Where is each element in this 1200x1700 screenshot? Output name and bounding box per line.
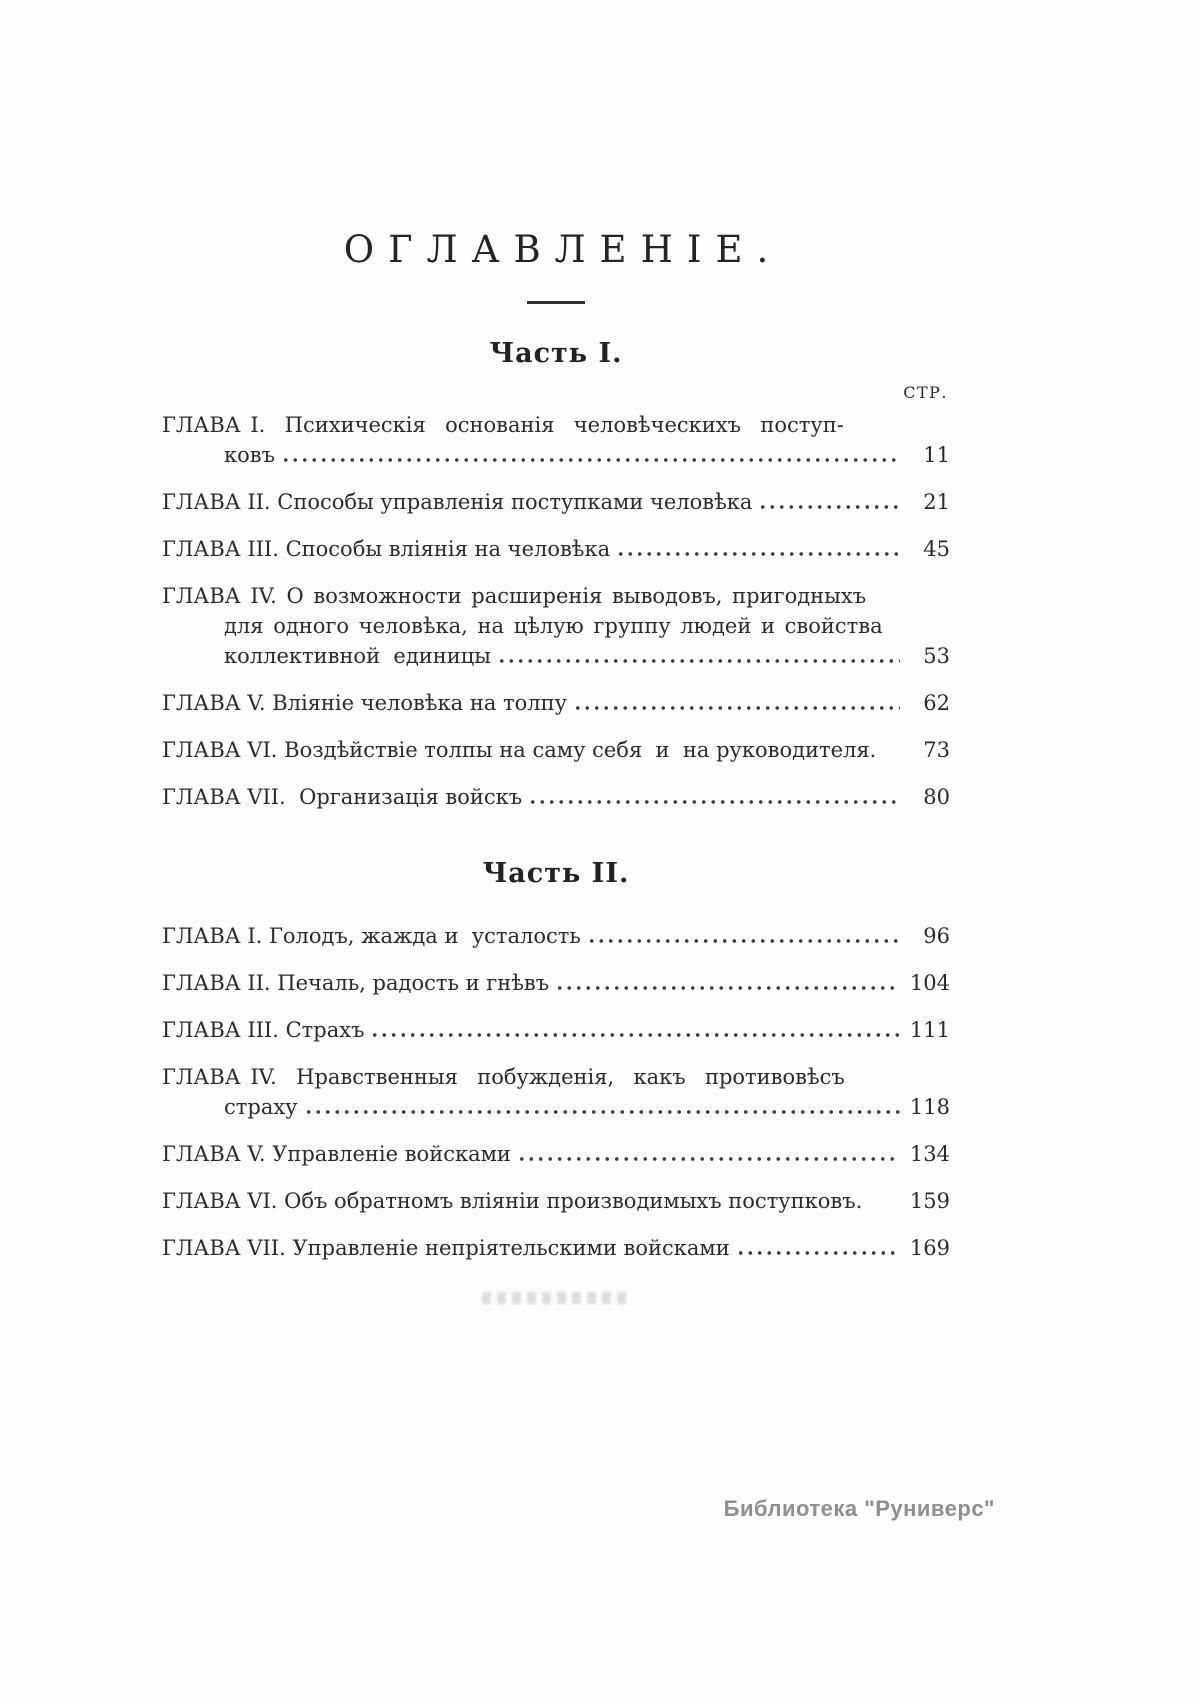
- entry-text: ГЛАВА I. Психическія основанія человѣческихъ поступ-: [162, 413, 844, 437]
- library-watermark: Библиотека "Руниверс": [723, 1496, 995, 1521]
- dot-leader: [587, 938, 900, 944]
- toc-entry-p2-3: [162, 1015, 950, 1045]
- toc-entry-p1-4: [162, 581, 950, 671]
- dot-leader: [758, 504, 900, 510]
- toc-entry-p1-5: [162, 688, 950, 718]
- toc-entry-p1-3: [162, 534, 950, 564]
- part-1-heading: Часть I.: [489, 338, 623, 369]
- entry-text: ГЛАВА III. Страхъ: [162, 1018, 365, 1042]
- toc-entry-p2-1: [162, 921, 950, 951]
- entry-text: ГЛАВА VII. Управленіе непріятельскими войсками: [162, 1236, 730, 1260]
- dot-leader: [736, 1250, 900, 1256]
- entry-text: ковъ: [224, 443, 275, 467]
- dot-leader: [304, 1109, 900, 1115]
- entry-page-number: 45: [923, 537, 950, 561]
- toc-entry-p1-7: [162, 782, 950, 812]
- entry-text: для одного человѣка, на цѣлую группу людей и свойства: [224, 614, 883, 638]
- ink-smudge-artifact: [482, 1292, 630, 1304]
- entry-page-number: 53: [923, 644, 950, 668]
- entry-text: ГЛАВА V. Управленіе войсками: [162, 1142, 511, 1166]
- toc-entry-p1-6: [162, 735, 950, 765]
- entry-text: ГЛАВА II. Способы управленія поступками человѣка: [162, 490, 753, 514]
- toc-entry-p2-7: [162, 1233, 950, 1263]
- toc-entry-p1-1: [162, 410, 950, 470]
- part-1-entries: [162, 410, 950, 812]
- entry-page-number: 21: [923, 490, 950, 514]
- dot-leader: [497, 658, 900, 664]
- dot-leader: [882, 752, 900, 758]
- entry-text: ГЛАВА V. Вліяніе человѣка на толпу: [162, 691, 567, 715]
- toc-entry-p2-6: [162, 1186, 950, 1216]
- toc-entry-p2-2: [162, 968, 950, 998]
- part-1-section: [162, 338, 950, 812]
- entry-page-number: 96: [923, 924, 950, 948]
- toc-entry-p2-4: [162, 1062, 950, 1122]
- entry-text: ГЛАВА VI. Воздѣйствіе толпы на саму себя и на руководителя.: [162, 738, 877, 762]
- dot-leader: [528, 799, 900, 805]
- entry-text: ГЛАВА I. Голодъ, жажда и усталость: [162, 924, 581, 948]
- entry-page-number: 159: [909, 1189, 950, 1213]
- entry-page-number: 134: [909, 1142, 950, 1166]
- entry-page-number: 73: [923, 738, 950, 762]
- entry-text: ГЛАВА IV. Нравственныя побужденія, какъ противовѣсъ: [162, 1065, 845, 1089]
- entry-page-number: 62: [923, 691, 950, 715]
- table-of-contents: [162, 228, 950, 1280]
- entry-page-number: 111: [909, 1018, 950, 1042]
- part-2-section: [162, 858, 950, 1263]
- dot-leader: [616, 551, 900, 557]
- entry-text: ГЛАВА III. Способы вліянія на человѣка: [162, 537, 611, 561]
- entry-text: коллективной единицы: [224, 644, 491, 668]
- entry-page-number: 104: [909, 971, 950, 995]
- entry-page-number: 80: [923, 785, 950, 809]
- dot-leader: [517, 1156, 900, 1162]
- dot-leader: [370, 1032, 900, 1038]
- entry-page-number: 118: [909, 1095, 950, 1119]
- entry-text: ГЛАВА IV. О возможности расширенія выводовъ, пригодныхъ: [162, 584, 867, 608]
- dot-leader: [281, 457, 900, 463]
- entry-text: ГЛАВА II. Печаль, радость и гнѣвъ: [162, 971, 550, 995]
- entry-text: ГЛАВА VII. Организація войскъ: [162, 785, 523, 809]
- dot-leader: [573, 705, 900, 711]
- toc-entry-p2-5: [162, 1139, 950, 1169]
- entry-text: ГЛАВА VI. Объ обратномъ вліяніи производимыхъ поступковъ.: [162, 1189, 863, 1213]
- page-column-header: СТР.: [903, 383, 948, 402]
- entry-page-number: 169: [909, 1236, 950, 1260]
- title-divider: [527, 301, 585, 304]
- dot-leader: [868, 1203, 900, 1209]
- dot-leader: [555, 985, 900, 991]
- toc-entry-p1-2: [162, 487, 950, 517]
- entry-page-number: 11: [923, 443, 950, 467]
- entry-text: страху: [224, 1095, 298, 1119]
- part-2-heading: Часть II.: [482, 858, 630, 889]
- page-title: ОГЛАВЛЕНІЕ.: [343, 228, 783, 271]
- part-2-entries: [162, 921, 950, 1263]
